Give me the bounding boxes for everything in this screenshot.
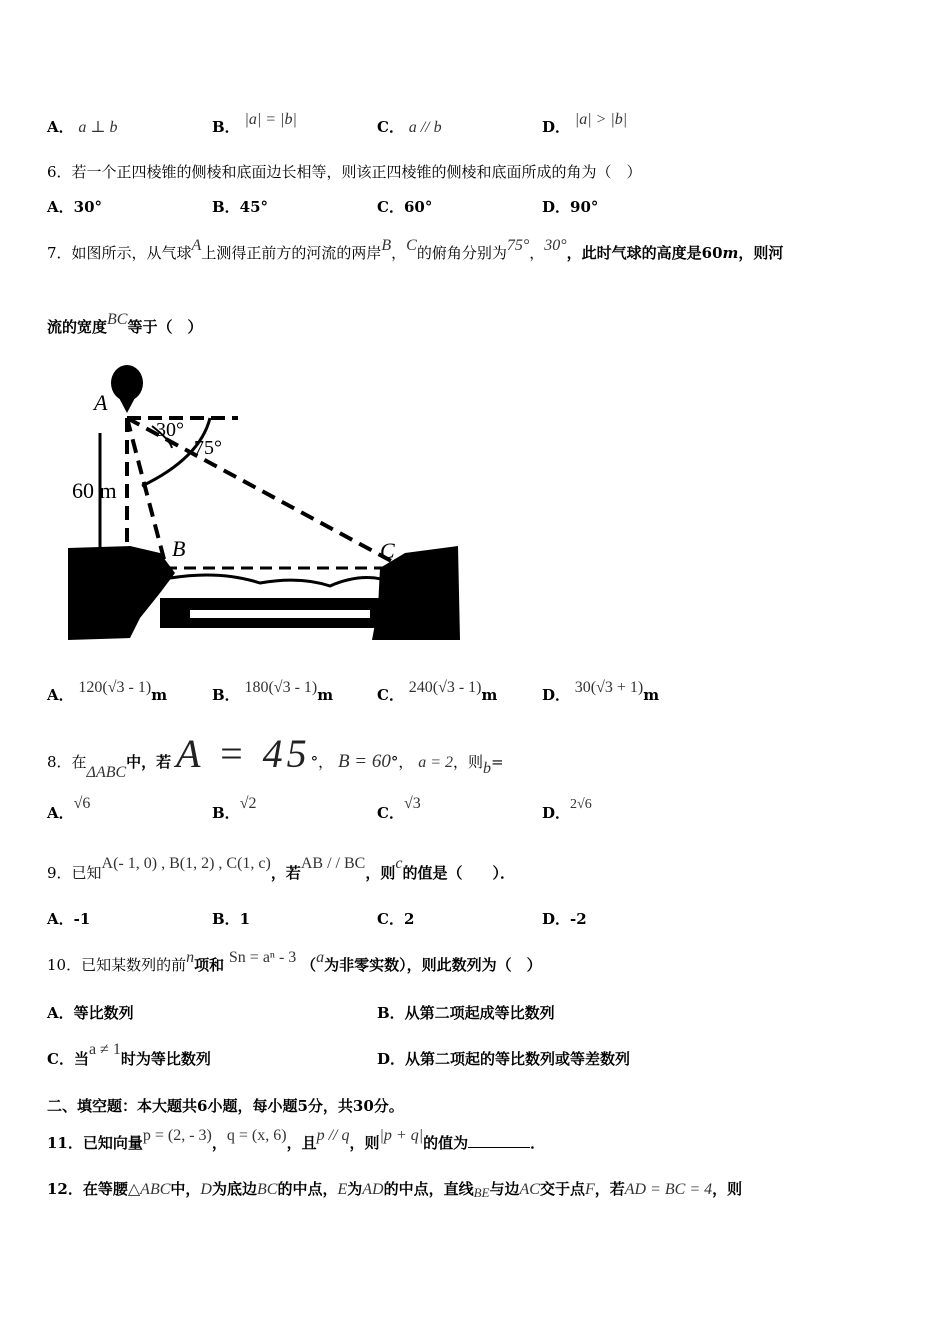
q7-option-b: B． 180(√3 - 1)m <box>212 679 334 704</box>
q8-option-d: D．2√6 <box>542 797 592 822</box>
label-a: A <box>94 390 108 415</box>
label-b: B <box>172 536 186 561</box>
q8-option-a: A．√6 <box>47 795 91 822</box>
q10-option-b: B．从第二项起成等比数列 <box>377 1004 555 1022</box>
q8-option-c: C．√3 <box>377 795 421 822</box>
q7-option-c: C． 240(√3 - 1)m <box>377 679 498 704</box>
q5-option-c: C． a // b <box>377 118 442 136</box>
balloon-river-figure <box>60 358 470 658</box>
q9-question: 9．已知A(- 1, 0) , B(1, 2) , C(1, c)，若AB / / BC，则c的值是（ ）． <box>47 855 515 882</box>
label-60m: 60 m <box>72 478 117 503</box>
q7-question-line1: 7．如图所示，从气球A上测得正前方的河流的两岸B，C的俯角分别为75°，30°，此时气球的高度是60m，则河 <box>47 237 784 262</box>
balloon-neck <box>118 396 136 413</box>
q6-option-d: D．90° <box>542 198 599 216</box>
river-surface <box>170 575 385 586</box>
q9-option-d: D．-2 <box>542 910 587 928</box>
water-highlight <box>190 610 370 618</box>
q5-option-a: A． a ⊥ b <box>47 118 118 136</box>
label-c: C <box>380 538 395 563</box>
q11-question: 11．已知向量p = (2, - 3)，q = (x, 6)，且p // q，则|p + q|的值为 ． <box>47 1127 546 1152</box>
answer-blank <box>468 1133 530 1148</box>
q5-option-b: B． |a| = |b| <box>212 111 297 136</box>
q6-question: 6．若一个正四棱锥的侧棱和底面边长相等，则该正四棱锥的侧棱和底面所成的角为（ ） <box>47 163 642 181</box>
q6-option-a: A．30° <box>47 198 103 216</box>
label-30: 30° <box>156 419 184 441</box>
q6-option-c: C．60° <box>377 198 433 216</box>
q10-question: 10．已知某数列的前n项和 Sn = aⁿ - 3 （a为非零实数），则此数列为（ ） <box>47 949 542 974</box>
q7-option-d: D． 30(√3 + 1)m <box>542 679 660 704</box>
q6-option-b: B．45° <box>212 198 269 216</box>
q10-option-d: D．从第二项起的等比数列或等差数列 <box>377 1050 631 1068</box>
q9-option-a: A．-1 <box>47 910 91 928</box>
q9-option-b: B．1 <box>212 910 251 928</box>
left-bank <box>68 546 175 640</box>
label-75: 75° <box>194 437 222 459</box>
q5-option-d: D． |a| > |b| <box>542 111 628 136</box>
balloon-icon <box>111 365 143 401</box>
q12-question: 12．在等腰△ABC中，D为底边BC的中点，E为AD的中点，直线BE与边AC交于点F，若AD = BC = 4，则 <box>47 1180 743 1200</box>
q7-question-line2: 流的宽度BC等于（ ） <box>47 311 203 336</box>
q8-option-b: B．√2 <box>212 795 257 822</box>
q10-option-a: A．等比数列 <box>47 1004 134 1022</box>
q8-question: 8．在ΔABC中，若 A = 45°， B = 60°， a = 2，则b= <box>47 731 504 781</box>
q10-option-c: C．当a ≠ 1时为等比数列 <box>47 1041 211 1068</box>
section-2-heading: 二、填空题：本大题共6小题，每小题5分，共30分。 <box>47 1097 404 1115</box>
q7-option-a: A． 120(√3 - 1)m <box>47 679 168 704</box>
q9-option-c: C．2 <box>377 910 415 928</box>
